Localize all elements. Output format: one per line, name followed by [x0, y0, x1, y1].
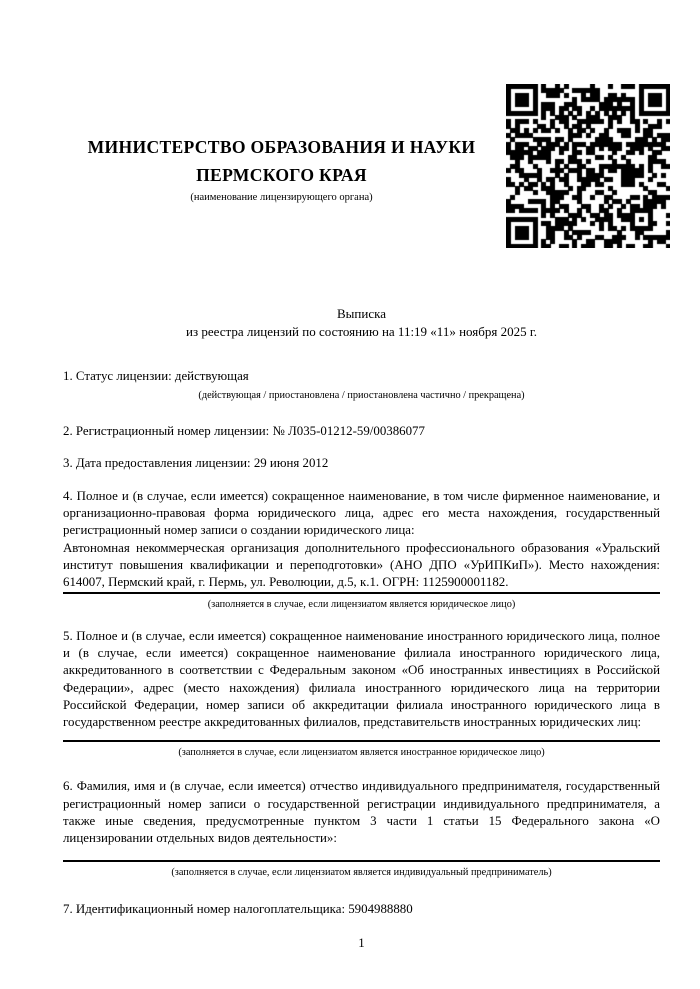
item-1-caption: (действующая / приостановлена / приостановлена частично / прекращена): [198, 390, 525, 402]
item-3-grant-date: [63, 455, 660, 472]
ministry-title-line1: МИНИСТЕРСТВО ОБРАЗОВАНИЯ И НАУКИ: [87, 137, 476, 157]
item-4-caption: (заполняется в случае, если лицензиатом является юридическое лицо): [207, 598, 516, 610]
document-content: [63, 0, 660, 952]
extract-title: Выписка: [337, 306, 386, 321]
item-6-blank-field: [63, 848, 660, 862]
page-number: 1: [358, 935, 365, 950]
item-4-value: Автономная некоммерческая организация дополнительного профессионального образования «Уральский институт повышения квалификации и переподготовки» (АНО ДПО «УрИПКиП»). Место нахождения: 614007, Пермский край, г. Пермь, ул. Революции, д.5, к.1. ОГРН: 1125900001182.: [63, 540, 660, 594]
item-4-text: 4. Полное и (в случае, если имеется) сокращенное наименование, в том числе фирменное наименование, и организационно-правовая форма юридического лица, адрес его места нахождения, государственный регистрационный номер записи о создании юридического лица:: [63, 488, 660, 538]
item-7-text: 7. Идентификационный номер налогоплательщика: 5904988880: [63, 901, 413, 916]
item-6-text: 6. Фамилия, имя и (в случае, если имеется) отчество индивидуального предпринимателя, государственный регистрационный номер записи о государственной регистрации индивидуального предпринимателя, а также иные сведения, предусмотренные пунктом 3 части 1 статьи 15 Федерального закона «О лицензировании отдельных видов деятельности»:: [63, 779, 660, 846]
item-7-taxpayer-number: [63, 901, 660, 918]
extract-subtitle: из реестра лицензий по состоянию на 11:19 «11» ноября 2025 г.: [186, 324, 537, 339]
item-5-foreign-entity: [63, 628, 660, 760]
item-5-caption: (заполняется в случае, если лицензиатом является иностранное юридическое лицо): [178, 747, 545, 759]
item-6-individual-entrepreneur: [63, 778, 660, 878]
item-6-caption: (заполняется в случае, если лицензиатом является индивидуальный предприниматель): [171, 866, 552, 878]
licensing-authority-header: [63, 133, 500, 204]
item-1-text: 1. Статус лицензии: действующая: [63, 369, 249, 383]
item-5-blank-field: [63, 731, 660, 742]
ministry-title-line2: ПЕРМСКОГО КРАЯ: [196, 165, 367, 185]
extract-title-block: [63, 305, 660, 341]
item-3-text: 3. Дата предоставления лицензии: 29 июня 2012: [63, 455, 329, 470]
item-5-text: 5. Полное и (в случае, если имеется) сокращенное наименование иностранного юридического лица, полное и (в случае, если имеется) сокращенное наименование филиала иностранного юридического лица, аккредитованного в соответствии с Федеральным законом «Об иностранных инвестициях в Российской Федерации», адрес (место нахождения) филиала иностранного юридического лица на территории Российской Федерации, номер записи об аккредитации филиала иностранного юридического лица в государственном реестре аккредитованных филиалов, представительств иностранных юридических лиц:: [63, 628, 660, 730]
item-4-legal-entity: [63, 488, 660, 611]
item-2-registration-number: [63, 423, 660, 440]
authority-caption: (наименование лицензирующего органа): [190, 192, 373, 203]
item-2-text: 2. Регистрационный номер лицензии: № Л035-01212-59/00386077: [63, 424, 425, 439]
item-1-license-status: [63, 368, 660, 402]
